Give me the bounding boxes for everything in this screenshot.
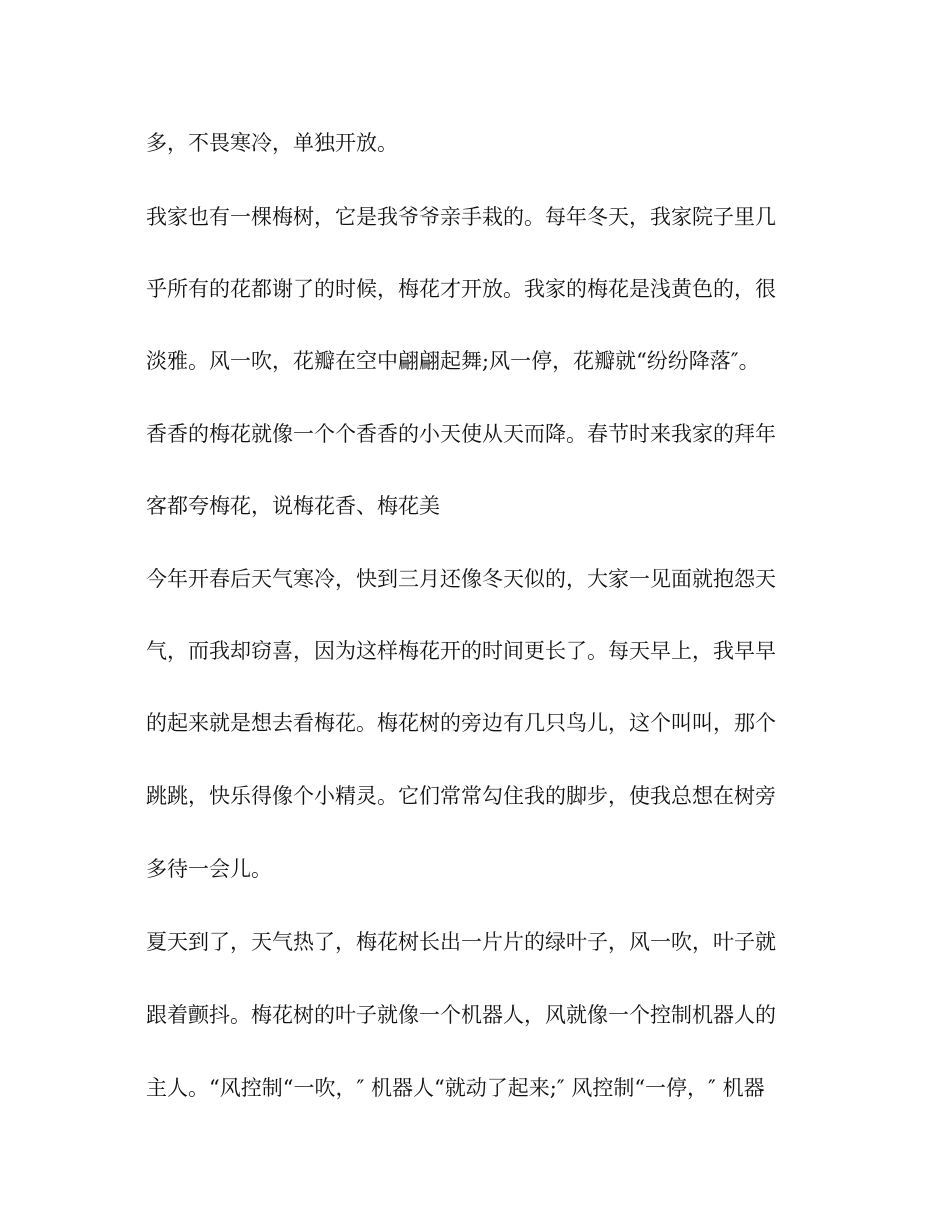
text-line: 乎所有的花都谢了的时候，梅花才开放。我家的梅花是浅黄色的，很 — [146, 277, 776, 301]
text-line: 跟着颤抖。梅花树的叶子就像一个机器人，风就像一个控制机器人的 — [146, 1003, 776, 1027]
text-line: 多待一会儿。 — [146, 857, 272, 881]
text-line: 今年开春后天气寒冷，快到三月还像冬天似的，大家一见面就抱怨天 — [146, 567, 776, 591]
text-line: 客都夸梅花，说梅花香、梅花美 — [146, 494, 440, 518]
text-line: 香香的梅花就像一个个香香的小天使从天而降。春节时来我家的拜年 — [146, 422, 776, 446]
text-line: 的起来就是想去看梅花。梅花树的旁边有几只鸟儿，这个叫叫，那个 — [146, 711, 776, 735]
text-line: 跳跳，快乐得像个小精灵。它们常常勾住我的脚步，使我总想在树旁 — [146, 784, 776, 808]
text-line: 主人。“风控制“一吹，″ 机器人“就动了起来;″ 风控制“一停，″ 机器 — [146, 1076, 765, 1100]
text-line: 淡雅。风一吹，花瓣在空中翩翩起舞;风一停，花瓣就“纷纷降落″。 — [146, 349, 760, 373]
text-line: 我家也有一棵梅树，它是我爷爷亲手栽的。每年冬天，我家院子里几 — [146, 205, 776, 229]
text-line: 气，而我却窃喜，因为这样梅花开的时间更长了。每天早上，我早早 — [146, 639, 776, 663]
text-line: 多，不畏寒冷，单独开放。 — [146, 131, 398, 155]
text-line: 夏天到了，天气热了，梅花树长出一片片的绿叶子，风一吹，叶子就 — [146, 930, 776, 954]
